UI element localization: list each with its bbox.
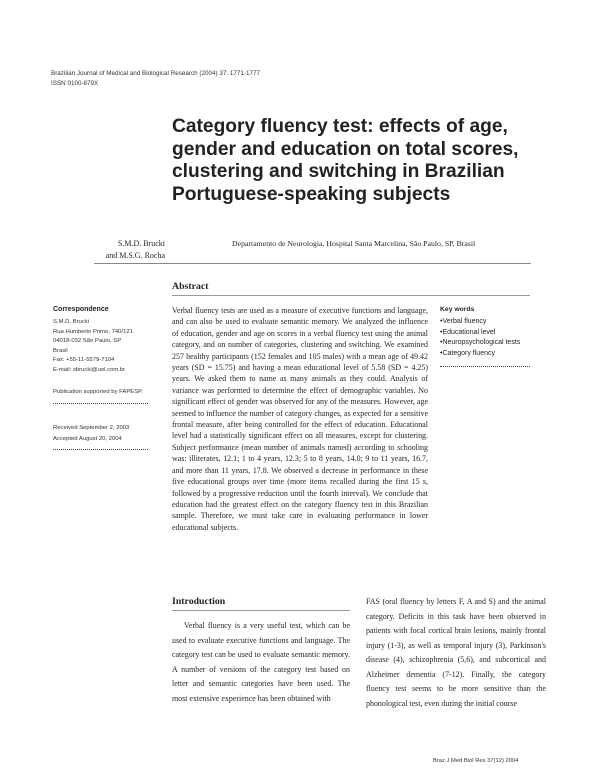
- divider: [172, 610, 350, 611]
- author-list: [60, 238, 165, 262]
- received-date: Received September 2, 2003: [53, 425, 130, 431]
- correspondence-line: Fax: +55-11-5579-7104: [53, 357, 115, 364]
- key-word: • Category fluency: [440, 349, 520, 360]
- dotted-divider: [440, 366, 530, 367]
- introduction-heading: Introduction: [172, 596, 226, 607]
- correspondence-block: [53, 318, 133, 375]
- article-title: Category fluency test: effects of age, gender and education on total scores, clustering and switching in Brazilian Portuguese-speaking subjects: [172, 116, 519, 205]
- correspondence-email: E-mail: sbrucki@uol.com.br: [53, 366, 126, 373]
- affiliation: Departamento de Neurologia, Hospital Santa Marcelina, São Paulo, SP, Brasil: [232, 239, 476, 248]
- abstract-text: Verbal fluency tests are used as a measure of executive functions and language, and can also be used to evaluate semantic memory. We analyzed the influence of education, gender and age on scores in a verbal fluency test using the animal category, and on number of categories, clustering and switching. We examined 257 healthy participants (152 females and 105 males) with a mean age of 49.42 years (SD = 15.75) and having a mean educational level of 5.58 (SD = 4.25) years. We asked them to name as many animals as they could. Analysis of variance was performed to determine the effect of demographic variables. No significant effect of gender was observed for any of the measures. However, age seemed to influence the number of category changes, as expected for a sensitive frontal measure, after being controlled for the effect of education. Educational level had a statistically significant effect on all measures, except for clustering. Subject performance (mean number of animals named) according to schooling was: illiterates, 12.1; 1 to 4 years, 12.3; 5 to 8 years, 14.0; 9 to 11 years, 16.7, and more than 11 years, 17.8. We observed a decrease in performance in these five educational groups over time (more items recalled during the first 15 s, followed by a progressive reduction until the fourth interval). We conclude that education had the greatest effect on the category fluency test in this Brazilian sample. Therefore, we must take care in evaluating performance in lower educational subjects.: [172, 306, 428, 532]
- dotted-divider: [53, 403, 148, 404]
- abstract-heading: Abstract: [172, 281, 209, 292]
- correspondence-line: 04018-032 São Paulo, SP: [53, 338, 122, 345]
- author-2: and M.S.G. Rocha: [105, 251, 165, 260]
- publication-support: Publication supported by FAPESP.: [53, 389, 143, 395]
- author-1: S.M.D. Brucki: [117, 239, 165, 248]
- divider: [172, 295, 530, 296]
- key-word: • Neuropsychological tests: [440, 338, 520, 349]
- key-word: • Educational level: [440, 328, 520, 339]
- divider: [94, 263, 531, 264]
- page-footer: Braz J Med Biol Res 37(12) 2004: [433, 758, 519, 764]
- introduction-column-2: FAS (oral fluency by letters F, A and S) and the animal category. Deficits in this task have been observed in patients with focal cortical brain lesions, mainly frontal injury (1-3), as well as temporal injury (3), Parkinson's disease (4), schizophrenia (5,6), and subcortical and Alzheimer dementia (7-12). Finally, the category fluency test seems to be more sensitive than the phonological test, even during the initial course: [366, 597, 546, 708]
- correspondence-line: Rua Humberto Primo, 740/121: [53, 328, 133, 335]
- key-word: • Verbal fluency: [440, 317, 520, 328]
- introduction-column-1: Verbal fluency is a very useful test, which can be used to evaluate executive functions and language. The category test can be used to evaluate semantic memory. A number of versions of the category test based on letter and semantic categories have been used. The most extensive experience has been obtained with: [172, 621, 350, 703]
- journal-issn: ISSN 0100-879X: [51, 79, 99, 87]
- key-words-heading: Key words: [440, 306, 475, 313]
- correspondence-line: S.M.D. Brucki: [53, 319, 90, 325]
- dates-block: [53, 423, 129, 444]
- dotted-divider: [53, 449, 148, 450]
- journal-header: [51, 69, 260, 88]
- accepted-date: Accepted August 20, 2004: [53, 435, 122, 442]
- correspondence-heading: Correspondence: [53, 306, 109, 313]
- journal-citation: Brazilian Journal of Medical and Biological Research (2004) 37: 1771-1777: [51, 70, 260, 77]
- correspondence-line: Brasil: [53, 347, 68, 354]
- key-words-list: [440, 317, 520, 359]
